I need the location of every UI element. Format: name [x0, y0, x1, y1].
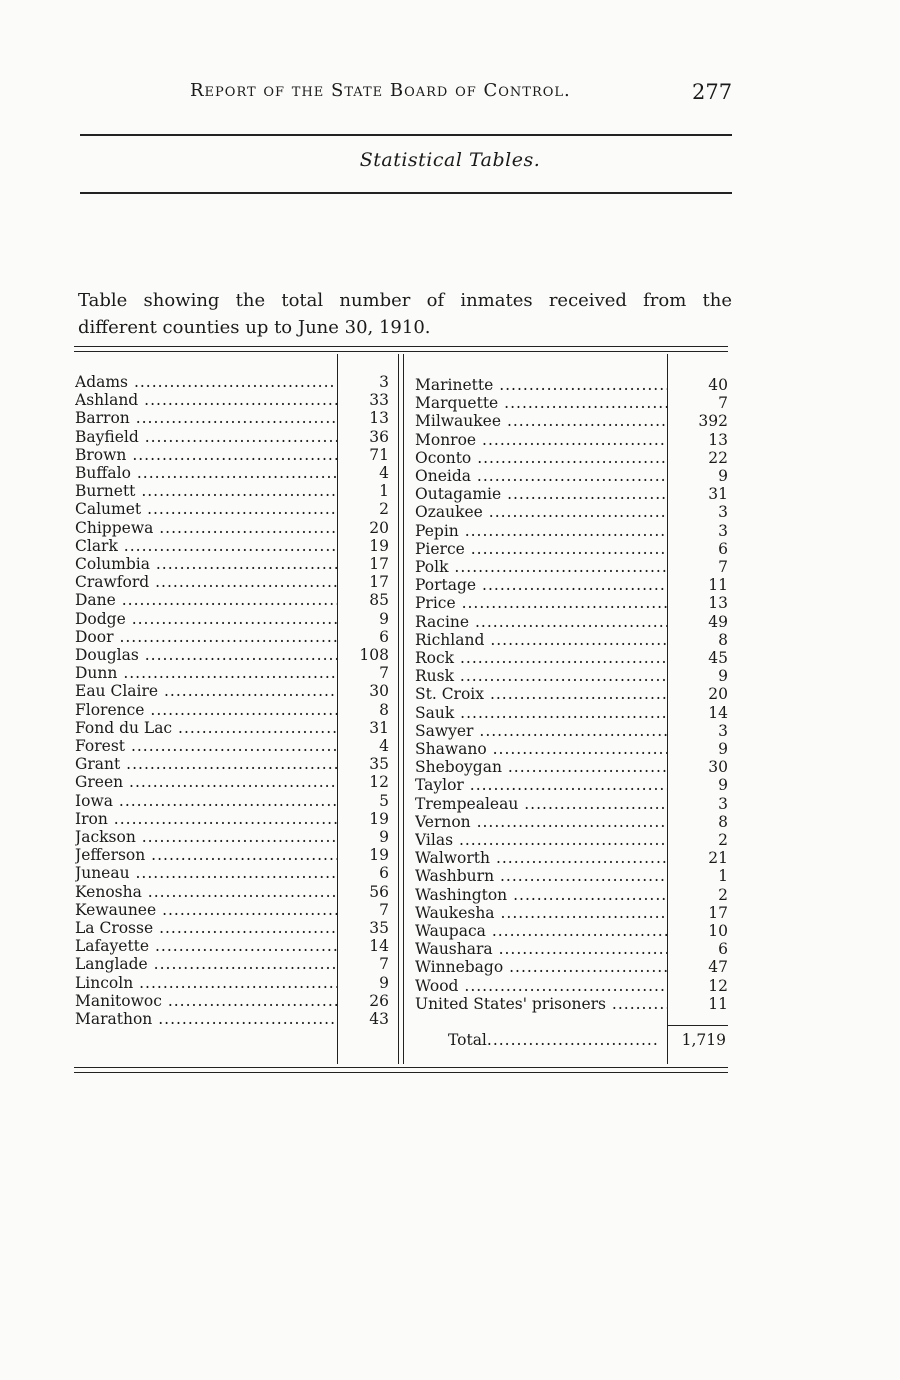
- county-name: Langlade .....: [75, 955, 337, 973]
- inmate-count: 56: [369, 882, 389, 901]
- table-row: [0, 449, 900, 467]
- county-name: Kewaunee .....: [75, 901, 337, 919]
- county-name: Douglas .....: [75, 646, 337, 664]
- county-name: Jackson .....: [75, 828, 337, 846]
- county-name: Juneau .....: [75, 864, 337, 882]
- table-row: [0, 467, 900, 485]
- table-row: [0, 922, 900, 940]
- inmate-count: 3: [379, 373, 389, 391]
- table-row: [0, 649, 900, 667]
- county-name: Kenosha .....: [75, 883, 337, 901]
- county-name: Rock .....: [415, 649, 667, 667]
- inmate-count: 43: [369, 1010, 389, 1028]
- county-name: Taylor .....: [415, 776, 667, 794]
- county-name: Iron .....: [75, 810, 337, 828]
- inmate-count: 8: [718, 630, 728, 649]
- table-row: [0, 813, 900, 831]
- inmate-count: 4: [379, 464, 389, 482]
- inmate-count: 19: [369, 809, 389, 828]
- inmate-count: 26: [369, 991, 389, 1010]
- inmate-count: 31: [369, 718, 389, 737]
- inmate-count: 9: [718, 740, 728, 758]
- county-name: Barron .....: [75, 409, 337, 427]
- table-row: [0, 594, 900, 612]
- inmate-count: 13: [369, 409, 389, 428]
- county-name: Grant .....: [75, 755, 337, 773]
- county-name: Waushara .....: [415, 940, 667, 958]
- county-name: Marinette .....: [415, 376, 667, 394]
- inmate-count: 14: [708, 703, 728, 722]
- county-name: Monroe .....: [415, 431, 667, 449]
- county-name: Sawyer .....: [415, 722, 667, 740]
- county-name: Fond du Lac .....: [75, 719, 337, 737]
- inmate-count: 6: [379, 627, 389, 646]
- inmate-count: 108: [359, 646, 389, 664]
- inmate-count: 3: [718, 721, 728, 740]
- inmate-count: 35: [369, 919, 389, 937]
- inmate-count: 1: [379, 482, 389, 501]
- county-name: Oconto .....: [415, 449, 667, 467]
- inmate-count: 14: [369, 937, 389, 956]
- county-name: Dunn .....: [75, 664, 337, 682]
- county-name: Clark .....: [75, 537, 337, 555]
- county-name: Racine .....: [415, 613, 667, 631]
- header-rule-top: [80, 134, 732, 136]
- county-name: Crawford .....: [75, 573, 337, 591]
- county-name: Lafayette .....: [75, 937, 337, 955]
- table-row: [0, 576, 900, 594]
- inmate-count: 2: [379, 500, 389, 519]
- table-row: [0, 540, 900, 558]
- county-name: Lincoln .....: [75, 974, 337, 992]
- county-name: Green .....: [75, 773, 337, 791]
- county-name: Eau Claire .....: [75, 682, 337, 700]
- county-name: Buffalo .....: [75, 464, 337, 482]
- county-name: Polk .....: [415, 558, 667, 576]
- county-name: Shawano .....: [415, 740, 667, 758]
- county-name: Winnebago .....: [415, 958, 667, 976]
- table-row: [0, 740, 900, 758]
- table-row: [0, 704, 900, 722]
- county-name: Jefferson .....: [75, 846, 337, 864]
- county-name: Door .....: [75, 628, 337, 646]
- inmate-count: 5: [379, 791, 389, 810]
- table-row: [0, 795, 900, 813]
- county-name: Outagamie .....: [415, 485, 667, 503]
- total-value: 1,719: [681, 1031, 726, 1049]
- inmate-count: 11: [708, 576, 728, 595]
- inmate-count: 7: [718, 558, 728, 576]
- inmate-count: 13: [708, 594, 728, 613]
- inmate-count: 33: [369, 391, 389, 410]
- table-caption-line1: Table showing the total number of inmates received from the: [78, 290, 732, 311]
- table-row: [0, 886, 900, 904]
- table-row: [0, 394, 900, 412]
- county-name: Marathon .....: [75, 1010, 337, 1028]
- table-row: [0, 613, 900, 631]
- inmate-count: 7: [379, 900, 389, 919]
- county-name: Dane .....: [75, 591, 337, 609]
- county-name: Calumet .....: [75, 500, 337, 518]
- table-row: [0, 485, 900, 503]
- inmate-count: 10: [708, 922, 728, 940]
- inmate-count: 2: [718, 885, 728, 904]
- inmate-count: 21: [708, 849, 728, 868]
- county-name: United States' prisoners .....: [415, 995, 667, 1013]
- table-row: [0, 831, 900, 849]
- total-label: Total .....: [448, 1031, 660, 1049]
- inmate-count: 12: [708, 976, 728, 995]
- county-name: Milwaukee .....: [415, 412, 667, 430]
- section-title: Statistical Tables.: [359, 149, 541, 171]
- county-name: Adams .....: [75, 373, 337, 391]
- table-row: [0, 412, 900, 430]
- inmate-count: 35: [369, 755, 389, 774]
- county-name: Burnett .....: [75, 482, 337, 500]
- inmate-count: 9: [718, 667, 728, 686]
- county-name: Marquette .....: [415, 394, 667, 412]
- inmate-count: 22: [708, 448, 728, 467]
- county-name: Sauk .....: [415, 704, 667, 722]
- inmate-count: 8: [379, 700, 389, 719]
- county-name: Sheboygan .....: [415, 758, 667, 776]
- inmate-count: 9: [718, 467, 728, 485]
- county-name: Florence .....: [75, 701, 337, 719]
- county-name: Washburn .....: [415, 867, 667, 885]
- county-name: Washington .....: [415, 886, 667, 904]
- inmate-count: 1: [718, 867, 728, 886]
- county-name: Waukesha .....: [415, 904, 667, 922]
- inmate-count: 12: [369, 773, 389, 792]
- table-row: [0, 940, 900, 958]
- inmate-count: 7: [718, 394, 728, 413]
- county-name: Forest .....: [75, 737, 337, 755]
- county-name: Chippewa .....: [75, 519, 337, 537]
- inmate-count: 17: [369, 555, 389, 573]
- table-row: [0, 631, 900, 649]
- county-name: Trempealeau .....: [415, 795, 667, 813]
- county-name: Oneida .....: [415, 467, 667, 485]
- inmate-count: 20: [369, 518, 389, 537]
- county-name: Ozaukee .....: [415, 503, 667, 521]
- header-title: Report of the State Board of Control.: [190, 80, 571, 101]
- inmate-count: 45: [708, 649, 728, 667]
- page-number: 277: [692, 80, 733, 104]
- table-row: [0, 849, 900, 867]
- county-name: Dodge .....: [75, 610, 337, 628]
- county-name: Price .....: [415, 594, 667, 612]
- county-name: Waupaca .....: [415, 922, 667, 940]
- inmate-count: 392: [698, 412, 728, 431]
- county-name: La Crosse .....: [75, 919, 337, 937]
- table-row: [0, 977, 900, 995]
- inmate-count: 36: [369, 427, 389, 446]
- inmate-count: 20: [708, 685, 728, 704]
- county-name: St. Croix .....: [415, 685, 667, 703]
- county-name: Pepin .....: [415, 522, 667, 540]
- header-rule-bottom: [80, 192, 732, 194]
- inmate-count: 6: [379, 864, 389, 883]
- county-name: Brown .....: [75, 446, 337, 464]
- inmate-count: 6: [718, 940, 728, 959]
- inmate-count: 40: [708, 376, 728, 394]
- total-rule: [668, 1025, 728, 1026]
- table-row: [0, 503, 900, 521]
- county-name: Wood .....: [415, 977, 667, 995]
- inmate-count: 9: [379, 973, 389, 992]
- inmate-count: 17: [708, 903, 728, 922]
- inmate-count: 85: [369, 591, 389, 610]
- inmate-count: 6: [718, 539, 728, 558]
- county-name: Iowa .....: [75, 792, 337, 810]
- table-row: [0, 685, 900, 703]
- inmate-count: 11: [708, 994, 728, 1013]
- table-bottom-rule: [74, 1067, 728, 1068]
- inmate-count: 30: [369, 682, 389, 701]
- inmate-count: 7: [379, 955, 389, 974]
- inmate-count: 31: [708, 485, 728, 504]
- inmate-count: 49: [708, 612, 728, 631]
- county-name: Portage .....: [415, 576, 667, 594]
- table-row: [0, 758, 900, 776]
- inmate-count: 4: [379, 737, 389, 755]
- inmate-count: 3: [718, 521, 728, 540]
- inmate-count: 19: [369, 846, 389, 865]
- table-top-rule: [74, 346, 728, 347]
- inmate-count: 30: [708, 758, 728, 777]
- table-bottom-rule-2: [74, 1072, 728, 1073]
- table-row: [0, 558, 900, 576]
- inmate-count: 9: [379, 828, 389, 846]
- inmate-count: 3: [718, 503, 728, 522]
- county-name: Bayfield .....: [75, 428, 337, 446]
- inmate-count: 7: [379, 664, 389, 683]
- inmate-count: 17: [369, 573, 389, 592]
- table-row: [0, 776, 900, 794]
- inmate-count: 47: [708, 958, 728, 977]
- table-row: [0, 376, 900, 394]
- inmate-count: 19: [369, 536, 389, 555]
- county-name: Vernon .....: [415, 813, 667, 831]
- county-name: Walworth .....: [415, 849, 667, 867]
- table-row: [0, 904, 900, 922]
- county-name: Richland .....: [415, 631, 667, 649]
- table-row: [0, 867, 900, 885]
- county-name: Columbia .....: [75, 555, 337, 573]
- county-name: Rusk .....: [415, 667, 667, 685]
- table-row: [0, 995, 900, 1013]
- inmate-count: 13: [708, 430, 728, 449]
- table-caption-line2: different counties up to June 30, 1910.: [78, 317, 431, 338]
- table-row: [0, 667, 900, 685]
- inmate-count: 9: [379, 609, 389, 628]
- table-top-rule-2: [74, 351, 728, 352]
- county-name: Manitowoc .....: [75, 992, 337, 1010]
- county-name: Vilas .....: [415, 831, 667, 849]
- table-row: [0, 431, 900, 449]
- table-row: [0, 722, 900, 740]
- county-name: Pierce .....: [415, 540, 667, 558]
- inmate-count: 8: [718, 812, 728, 831]
- table-row: [0, 958, 900, 976]
- inmate-count: 2: [718, 831, 728, 849]
- inmate-count: 71: [369, 445, 389, 464]
- inmate-count: 9: [718, 776, 728, 795]
- inmate-count: 3: [718, 794, 728, 813]
- table-row: [0, 522, 900, 540]
- county-name: Ashland .....: [75, 391, 337, 409]
